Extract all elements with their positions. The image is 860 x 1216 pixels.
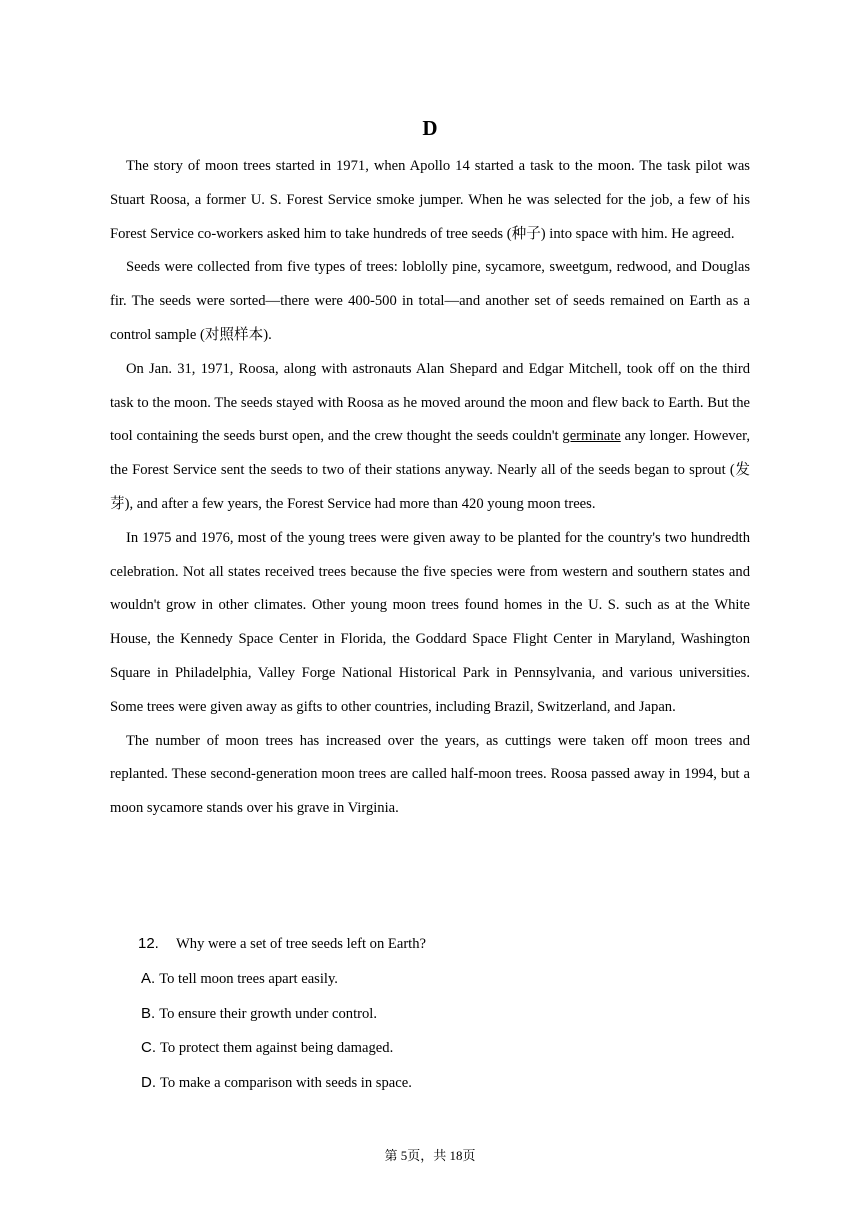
- option-a-text: To tell moon trees apart easily.: [159, 970, 338, 987]
- passage-paragraph-1: [110, 150, 750, 251]
- question-12: [110, 927, 750, 1101]
- question-number: 12.: [138, 935, 159, 952]
- question-text: Why were a set of tree seeds left on Earth?: [176, 936, 427, 952]
- paragraph-1-text: The story of moon trees started in 1971, when Apollo 14 started a task to the moon. The task pilot was Stuart Roosa, a former U. S. Forest Service smoke jumper. When he was selected for the job, a few of his Forest Service co-workers asked him to take hundreds of tree seeds (种子) into space with him. He agreed.: [110, 158, 750, 242]
- option-b: [141, 997, 750, 1032]
- option-c-text: To protect them against being damaged.: [160, 1040, 394, 1057]
- passage-paragraph-3: [110, 353, 750, 522]
- question-stem: [138, 927, 750, 962]
- paragraph-3-text-end: any longer. However, the Forest Service sent the seeds to two of their stations anyway. Nearly all of the seeds began to sprout (发芽), and after a few years, the Forest Service had more than 420 young moon trees.: [110, 428, 750, 512]
- paragraph-4-text: In 1975 and 1976, most of the young trees were given away to be planted for the country's two hundredth celebration. Not all states received trees because the five species were from western and southern states and wouldn't grow in other climates. Other young moon trees found homes in the U. S. such as at the White House, the Kennedy Space Center in Florida, the Goddard Space Flight Center in Maryland, Washington Square in Philadelphia, Valley Forge National Historical Park in Pennsylvania, and various universities. Some trees were given away as gifts to other countries, including Brazil, Switzerland, and Japan.: [110, 529, 750, 715]
- option-d: [141, 1066, 750, 1101]
- page-footer: 第 5页，共 18页: [384, 1148, 476, 1163]
- passage-paragraph-2: [110, 251, 750, 352]
- paragraph-3-text-start: On Jan. 31, 1971, Roosa, along with astronauts Alan Shepard and Edgar Mitchell, took off on the third task to the moon. The seeds stayed with Roosa as he moved around the moon and flew back to Earth. But the tool containing the seeds burst open, and the crew thought the seeds couldn't: [110, 360, 750, 445]
- passage-paragraph-5: [110, 725, 750, 826]
- paragraph-5-text: The number of moon trees has increased over the years, as cuttings were taken off moon trees and replanted. These second-generation moon trees are called half-moon trees. Roosa passed away in 1994, but a moon sycamore stands over his grave in Virginia.: [110, 732, 750, 817]
- option-b-letter: B.: [141, 1004, 156, 1022]
- underlined-word: germinate: [562, 428, 621, 445]
- option-a: [141, 962, 750, 997]
- section-title: D: [422, 116, 438, 140]
- option-c: [141, 1031, 750, 1066]
- passage-paragraph-4: [110, 522, 750, 725]
- option-d-letter: D.: [141, 1074, 156, 1092]
- reading-passage: [110, 150, 750, 826]
- paragraph-2-text: Seeds were collected from five types of trees: loblolly pine, sycamore, sweetgum, redwood, and Douglas fir. The seeds were sorted—there were 400-500 in total—and another set of seeds remained on Earth as a control sample (对照样本).: [110, 259, 750, 343]
- option-a-letter: A.: [141, 969, 156, 987]
- option-c-letter: C.: [141, 1039, 156, 1057]
- option-b-text: To ensure their growth under control.: [159, 1005, 378, 1022]
- option-d-text: To make a comparison with seeds in space.: [160, 1075, 412, 1092]
